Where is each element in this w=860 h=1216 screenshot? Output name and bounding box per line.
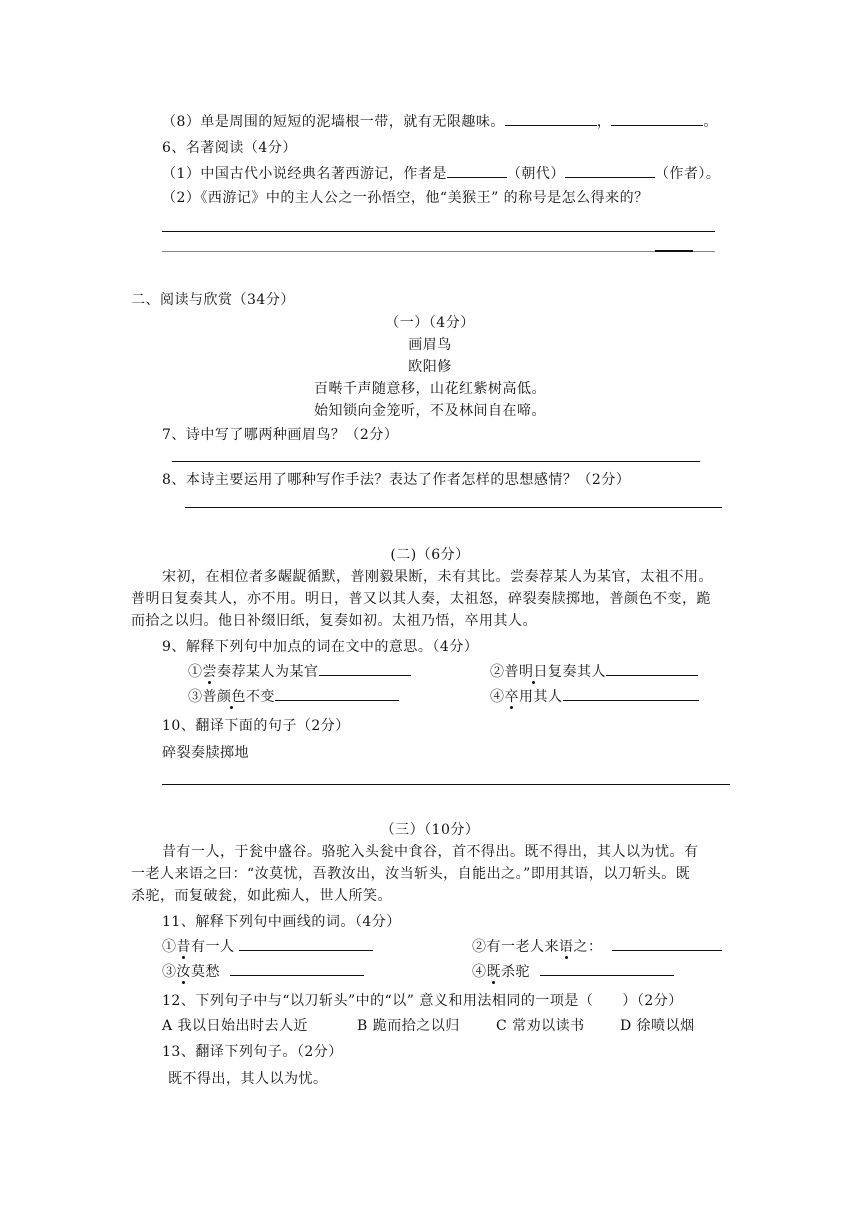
- q11-item: [162, 936, 373, 957]
- passage3-part-heading: （三）（10分）: [380, 822, 480, 838]
- dotted-word: 尝: [202, 664, 217, 680]
- answer-blank[interactable]: [239, 936, 373, 951]
- dynasty-blank[interactable]: [447, 163, 507, 178]
- dotted-word: 语: [559, 939, 574, 955]
- q12-option-d: D 徐喷以烟: [620, 1018, 695, 1034]
- item-text: 复奏其人: [548, 664, 606, 680]
- passage-line: 而拾之以归。他日补缀旧纸，复奏如初。太祖乃悟，卒用其人。: [131, 613, 537, 629]
- item-text: 之：: [573, 939, 603, 955]
- q9: 9、解释下列句中加点的词在文中的意思。（4分）: [162, 639, 479, 655]
- q12: 12、下列句子中与“以刀斩头”中的“以” 意义和用法相同的一项是（ ）（2分）: [162, 993, 683, 1009]
- q13: 13、翻译下列句子。（2分）: [162, 1044, 343, 1060]
- q8-text: （8）单是周围的短短的泥墙根一带，就有无限趣味。: [162, 114, 505, 130]
- item-number: ④: [490, 689, 505, 705]
- poem-part-heading: （一）（4分）: [385, 315, 475, 331]
- q6-heading: 6、名著阅读（4分）: [162, 140, 297, 156]
- answer-blank[interactable]: [563, 686, 699, 701]
- poem-author: 欧阳修: [408, 359, 452, 375]
- answer-line-mark: [655, 250, 693, 252]
- passage2-part-heading: (二)（6分）: [390, 547, 470, 563]
- dotted-word: 卒: [504, 689, 519, 705]
- item-number: ①: [162, 939, 177, 955]
- poem-title: 画眉鸟: [408, 337, 452, 353]
- q9-item: [490, 686, 699, 707]
- answer-line[interactable]: [185, 507, 722, 508]
- answer-line[interactable]: [172, 461, 700, 462]
- q11-item: [472, 961, 674, 982]
- item-text: 莫愁: [191, 964, 220, 980]
- author-blank[interactable]: [565, 163, 655, 178]
- q9-item: [490, 661, 698, 682]
- item-number: ③: [162, 964, 177, 980]
- item-text: 用其人: [519, 689, 563, 705]
- passage-line: 普明日复奏其人，亦不用。明日，普又以其人奏，太祖怒，碎裂奏牍掷地，普颜色不变，跪: [131, 591, 711, 607]
- q6-1-line: [162, 163, 720, 184]
- dotted-word: 汝: [176, 964, 191, 980]
- item-number: ②有一老人来: [472, 939, 559, 955]
- answer-line[interactable]: [162, 784, 730, 785]
- q11: 11、解释下列句中画线的词。（4分）: [162, 914, 401, 930]
- item-text: 不变: [246, 689, 275, 705]
- q11-item: [472, 936, 722, 957]
- item-text: 奏荐某人为某官: [217, 664, 319, 680]
- comma: ，: [596, 114, 612, 130]
- dotted-word: 明日: [519, 664, 548, 680]
- q6-1-text: （1）中国古代小说经典名著西游记，作者是: [162, 166, 447, 182]
- item-number: ②普: [490, 664, 519, 680]
- answer-blank[interactable]: [319, 661, 411, 676]
- answer-line[interactable]: [162, 231, 715, 232]
- period: 。: [703, 114, 718, 130]
- q12-option-c: C 常劝以读书: [496, 1018, 585, 1034]
- q11-item: [162, 961, 364, 982]
- passage-line: 一老人来语之曰：“汝莫忧，吾教汝出，汝当斩头，自能出之。”即用其语，以刀斩头。既: [131, 866, 691, 882]
- q6-2: （2）《西游记》中的主人公之一孙悟空，他“美猴王” 的称号是怎么得来的？: [162, 190, 649, 206]
- item-number: ①: [188, 664, 203, 680]
- section2-heading: 二、阅读与欣赏（34分）: [131, 292, 295, 308]
- passage-line: 宋初，在相位者多龌龊循默，普刚毅果断，未有其比。尝奏荐某人为某官，太祖不用。: [162, 569, 713, 585]
- answer-blank[interactable]: [611, 111, 703, 126]
- answer-blank[interactable]: [612, 936, 722, 951]
- q10-sentence: 碎裂奏牍掷地: [162, 745, 249, 761]
- q7: 7、诗中写了哪两种画眉鸟？（2分）: [162, 427, 399, 443]
- q12-option-b: B 跪而拾之以归: [357, 1018, 460, 1034]
- answer-line[interactable]: [162, 251, 715, 252]
- poem-line: 始知锁向金笼听，不及林间自在啼。: [314, 403, 546, 419]
- dotted-word: 昔: [176, 939, 191, 955]
- dotted-word: 颜色: [217, 689, 246, 705]
- q9-item: [188, 661, 411, 682]
- answer-blank[interactable]: [275, 686, 399, 701]
- q8: 8、本诗主要运用了哪种写作手法？表达了作者怎样的思想感情？（2分）: [162, 472, 631, 488]
- poem-line: 百啭千声随意移，山花红紫树高低。: [314, 381, 546, 397]
- answer-blank[interactable]: [230, 961, 364, 976]
- item-text: 有一人: [191, 939, 235, 955]
- dotted-word: 既: [486, 964, 501, 980]
- q8-line: [162, 111, 718, 132]
- q9-item: [188, 686, 399, 707]
- answer-blank[interactable]: [505, 111, 597, 126]
- q10: 10、翻译下面的句子（2分）: [162, 718, 350, 734]
- item-number: ④: [472, 964, 487, 980]
- q12-option-a: A 我以日始出时去人近: [162, 1018, 309, 1034]
- q6-1-dynasty-label: （朝代）: [506, 166, 565, 182]
- passage-line: 杀驼，而复破瓮，如此痴人，世人所笑。: [131, 888, 392, 904]
- q13-sentence: 既不得出，其人以为忧。: [168, 1071, 328, 1087]
- answer-blank[interactable]: [606, 661, 698, 676]
- item-text: 杀驼: [501, 964, 530, 980]
- passage-line: 昔有一人，于瓮中盛谷。骆驼入头瓮中食谷，首不得出。既不得出，其人以为忧。有: [162, 844, 699, 860]
- item-number: ③普: [188, 689, 217, 705]
- q6-1-author-label: （作者）。: [654, 166, 721, 182]
- answer-blank[interactable]: [540, 961, 674, 976]
